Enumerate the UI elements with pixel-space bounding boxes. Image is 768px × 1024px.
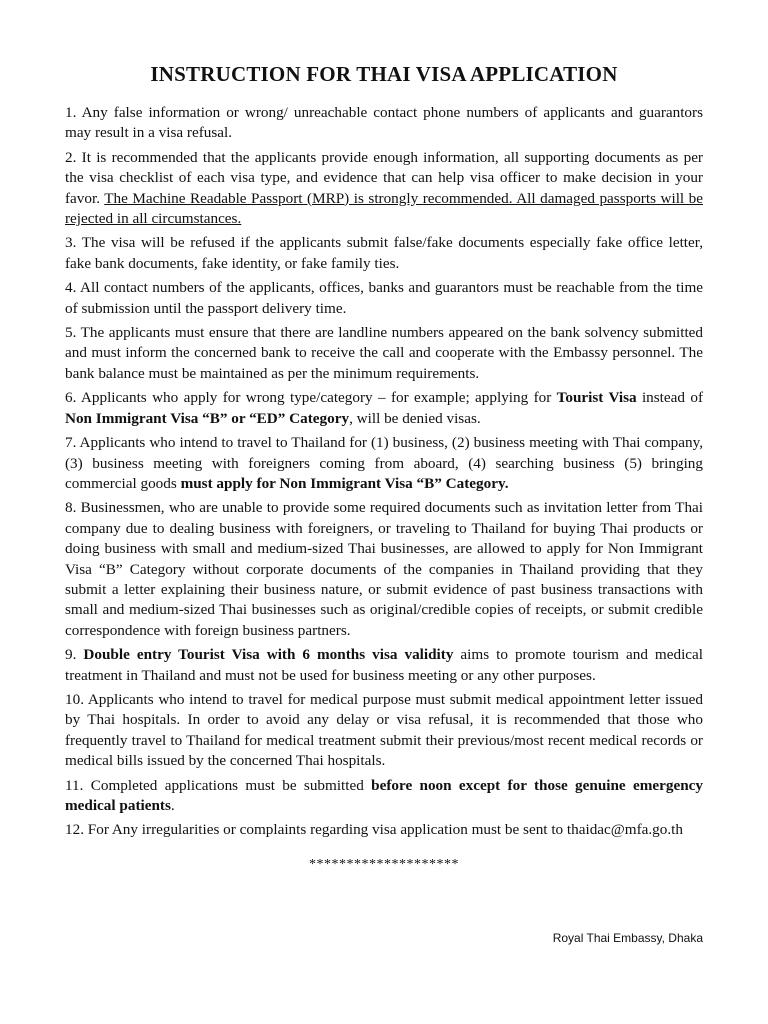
- item-text-bold: Tourist Visa: [556, 389, 637, 407]
- item-text: The applicants must ensure that there are landline numbers appeared on the bank solvency submitted and must inform the concerned bank to receive the call and cooperate with the Embassy personnel. The bank balance must be maintained as per the minimum requirements.: [65, 324, 703, 382]
- item-number: 10.: [65, 690, 84, 708]
- item-number: 3.: [65, 234, 77, 252]
- item-text-bold: must apply for Non Immigrant Visa “B” Category.: [180, 474, 509, 492]
- item-text-bold: before noon except for those genuine emergency medical patients: [65, 776, 703, 814]
- item-text: , will be denied visas.: [349, 409, 481, 427]
- instruction-list: [65, 103, 703, 841]
- item-number: 11.: [65, 776, 84, 794]
- item-text: Applicants who apply for wrong type/category – for example; applying for: [76, 389, 557, 407]
- item-number: 7.: [65, 434, 77, 452]
- instruction-item-2: [65, 148, 703, 230]
- item-number: 6.: [65, 389, 77, 407]
- instruction-item-4: [65, 278, 703, 319]
- item-text: It is recommended that the applicants provide enough information, all supporting documents as per the visa checklist of each visa type, and evidence that can help visa officer to make decision in your favor.: [65, 148, 703, 207]
- instruction-item-3: [65, 233, 703, 274]
- instruction-item-10: [65, 690, 703, 772]
- item-text: Applicants who intend to travel to Thailand for (1) business, (2) business meeting with Thai company, (3) business meeting with foreigners coming from aboard, (4) searching business (5) bringing commercial goods: [65, 434, 703, 492]
- document-title: INSTRUCTION FOR THAI VISA APPLICATION: [150, 62, 618, 86]
- item-text: Completed applications must be submitted: [83, 776, 372, 794]
- instruction-item-8: [65, 498, 703, 641]
- item-number: 4.: [65, 279, 77, 297]
- signature: Royal Thai Embassy, Dhaka: [552, 931, 703, 945]
- item-number: 1.: [65, 104, 77, 121]
- item-text: .: [170, 797, 175, 814]
- separator: ********************: [309, 856, 459, 872]
- instruction-item-12: [65, 820, 703, 840]
- item-text: Applicants who intend to travel for medical purpose must submit medical appointment letter issued by Thai hospitals. In order to avoid any delay or visa refusal, it is recommended that those who frequently travel to Thailand for medical treatment submit their previous/most recent medical records or medical bills issued by the concerned Thai hospitals.: [65, 690, 703, 770]
- item-text: Any false information or wrong/ unreachable contact phone numbers of applicants and guarantors may result in a visa refusal.: [65, 104, 703, 142]
- item-text: For Any irregularities or complaints regarding visa application must be sent to thaidac@mfa.go.th: [83, 821, 683, 839]
- instruction-item-5: [65, 323, 703, 384]
- item-text: All contact numbers of the applicants, offices, banks and guarantors must be reachable from the time of submission until the passport delivery time.: [65, 279, 703, 317]
- item-number: 9.: [65, 646, 77, 664]
- item-text-underlined: The Machine Readable Passport (MRP) is strongly recommended. All damaged passports will be rejected in all circumstances.: [65, 189, 703, 228]
- item-number: 5.: [65, 324, 77, 342]
- item-number: 12.: [65, 821, 84, 839]
- instruction-item-6: [65, 388, 703, 429]
- instruction-item-1: [65, 103, 703, 144]
- instruction-item-11: [65, 776, 703, 817]
- item-number: 2.: [65, 148, 77, 166]
- item-text: instead of: [636, 389, 703, 407]
- item-text: Businessmen, who are unable to provide some required documents such as invitation letter from Thai company due to dealing business with foreigners, or traveling to Thailand for buying Thai products or doing business with small and medium-sized Thai businesses, are allowed to apply for Non Immigrant Visa “B” Category without corporate documents of the companies in Thailand providing that they submit a letter explaining their business nature, or submit evidence of past business transactions with small and medium-sized Thai businesses such as original/credible copies of receipts, or submit credible correspondence with foreign business partners.: [65, 499, 703, 639]
- item-text-bold: Double entry Tourist Visa with 6 months visa validity: [83, 646, 454, 664]
- item-text-bold: Non Immigrant Visa “B” or “ED” Category: [65, 409, 350, 427]
- item-text: The visa will be refused if the applicants submit false/fake documents especially fake office letter, fake bank documents, fake identity, or fake family ties.: [65, 234, 703, 272]
- instruction-item-9: [65, 645, 703, 686]
- item-text: aims to promote tourism and medical treatment in Thailand and must not be used for business meeting or any other purposes.: [65, 646, 703, 684]
- item-number: 8.: [65, 499, 77, 517]
- instruction-item-7: [65, 433, 703, 494]
